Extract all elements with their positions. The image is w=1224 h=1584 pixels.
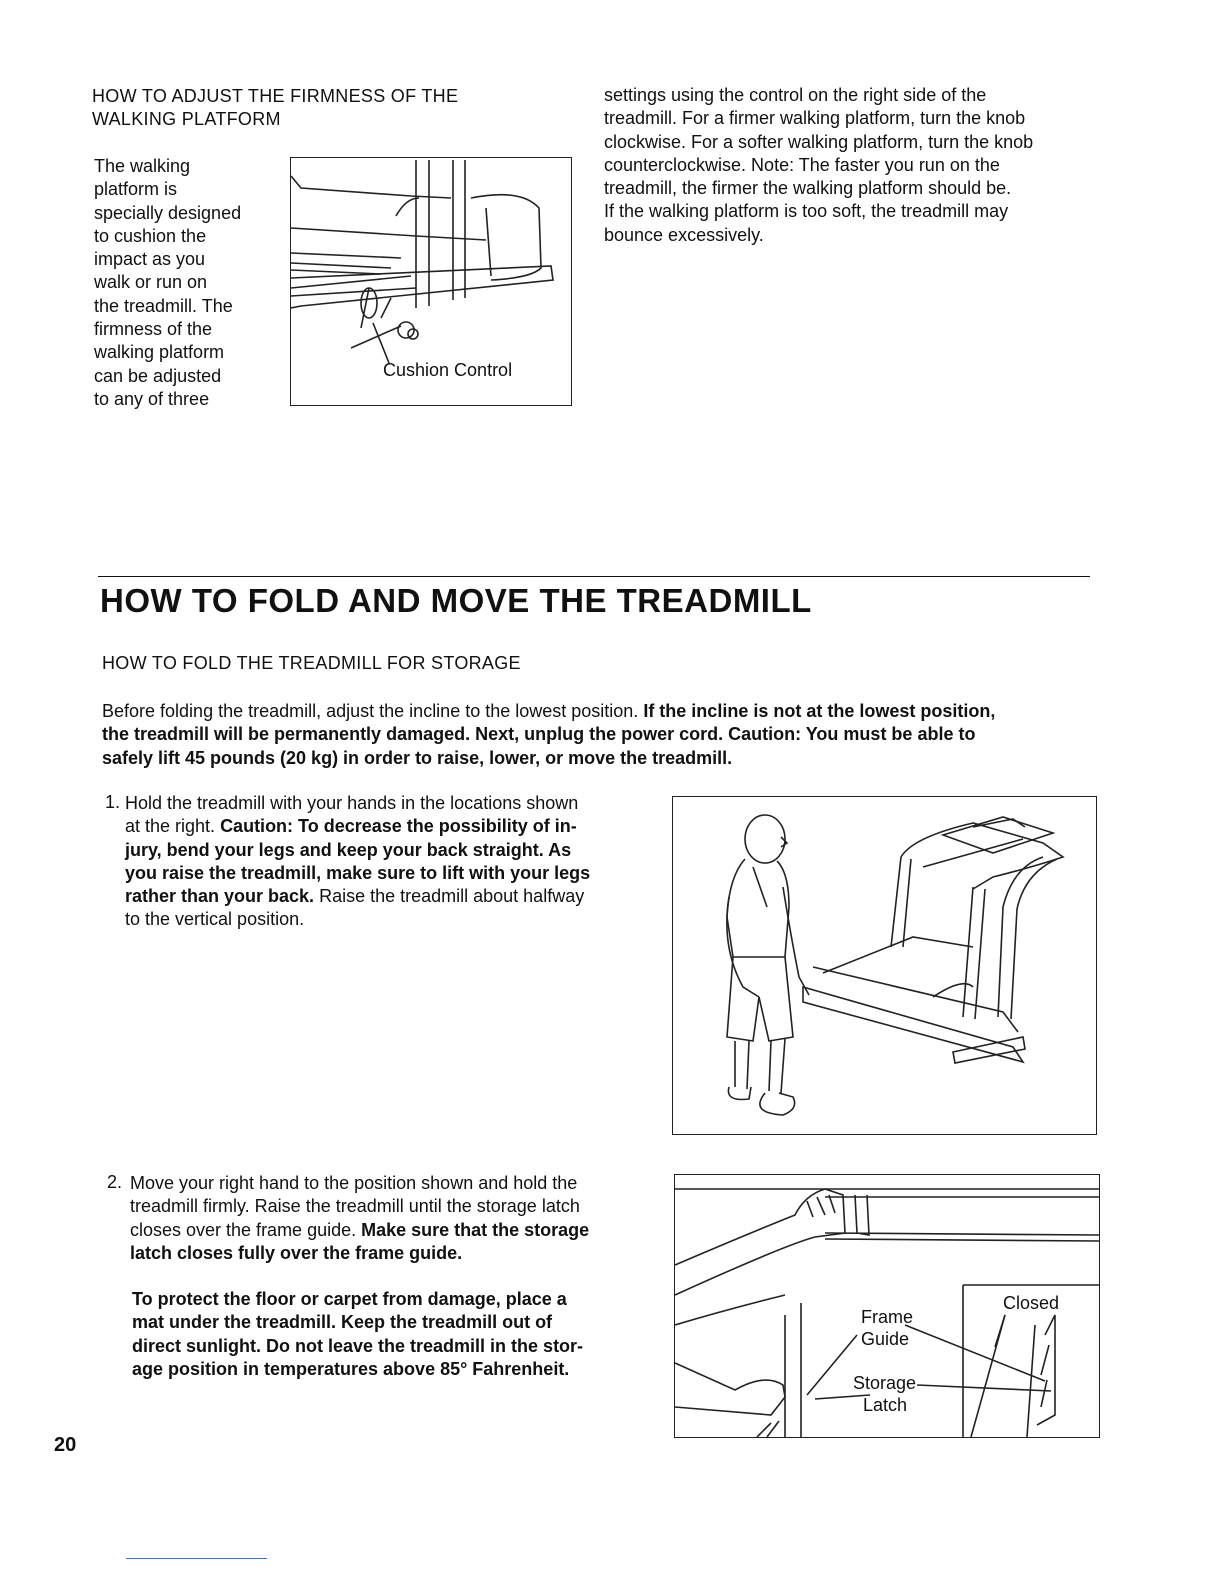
text-line: counterclockwise. Note: The faster you run on the <box>604 154 1000 175</box>
text-line <box>130 1219 650 1242</box>
guide-label: Guide <box>861 1329 910 1349</box>
fold-subheading: HOW TO FOLD THE TREADMILL FOR STORAGE <box>102 653 521 673</box>
closed-label: Closed <box>1003 1293 1060 1313</box>
text-span-bold: Make sure that the storage <box>361 1219 590 1240</box>
intro-line-1-normal: Before folding the treadmill, adjust the incline to the lowest position. <box>102 701 644 721</box>
text-span-bold: rather than your back. <box>125 886 315 907</box>
lifting-figure <box>672 796 1097 1135</box>
text-span: closes over the frame guide. <box>130 1219 362 1240</box>
step-1-number: 1. <box>105 792 121 812</box>
firmness-left-text <box>94 155 241 411</box>
text-line: mat under the treadmill. Keep the treadmill out of <box>132 1312 553 1333</box>
step-1-text <box>125 792 655 932</box>
person-lifting-treadmill-illustration <box>673 797 1096 1134</box>
text-line: to the vertical position. <box>125 909 305 930</box>
intro-line-3: safely lift 45 pounds (20 kg) in order to raise, lower, or move the treadmill. <box>102 747 733 768</box>
intro-line-2: the treadmill will be permanently damaged. Next, unplug the power cord. Caution: You must be able to <box>102 724 976 745</box>
text-line: If the walking platform is too soft, the treadmill may <box>604 201 1009 222</box>
step-2-number: 2. <box>107 1172 123 1192</box>
section-rule <box>98 576 1090 577</box>
cushion-control-figure <box>290 157 572 406</box>
text-line: direct sunlight. Do not leave the treadmill in the stor- <box>132 1335 584 1356</box>
text-line: the treadmill. The <box>94 295 233 316</box>
text-line: treadmill firmly. Raise the treadmill until the storage latch <box>130 1196 580 1217</box>
text-line: latch closes fully over the frame guide. <box>130 1242 463 1263</box>
firmness-right-text <box>604 84 1033 247</box>
firmness-heading-line2: WALKING PLATFORM <box>92 109 281 129</box>
text-line: age position in temperatures above 85° Fahrenheit. <box>132 1358 570 1379</box>
text-line: The walking <box>94 156 191 176</box>
intro-line-1 <box>102 700 1102 723</box>
firmness-heading <box>92 85 458 131</box>
text-line: walking platform <box>94 342 225 363</box>
text-line <box>125 885 655 908</box>
text-line: Move your right hand to the position shown and hold the <box>130 1173 578 1193</box>
text-line <box>125 815 655 838</box>
section-title: HOW TO FOLD AND MOVE THE TREADMILL <box>100 582 812 619</box>
latch-label: Latch <box>863 1395 908 1415</box>
text-line: walk or run on <box>94 272 208 293</box>
text-span: Raise the treadmill about halfway <box>314 886 585 907</box>
text-line: specially designed <box>94 202 242 223</box>
text-line: to any of three <box>94 388 210 409</box>
text-span-bold: Caution: To decrease the possibility of in- <box>220 816 577 837</box>
text-line: clockwise. For a softer walking platform, turn the knob <box>604 131 1034 152</box>
text-line: Hold the treadmill with your hands in the locations shown <box>125 793 579 813</box>
storage-latch-figure <box>674 1174 1100 1438</box>
text-line: treadmill. For a firmer walking platform, turn the knob <box>604 108 1026 129</box>
cushion-control-label: Cushion Control <box>383 360 513 380</box>
step-2-text <box>130 1172 650 1265</box>
footer-line <box>126 1558 267 1559</box>
text-line: bounce excessively. <box>604 224 764 245</box>
text-line: treadmill, the firmer the walking platform should be. <box>604 178 1012 199</box>
text-line: impact as you <box>94 249 206 270</box>
text-span: at the right. <box>125 816 221 837</box>
page-number: 20 <box>54 1434 77 1456</box>
frame-label: Frame <box>861 1307 914 1327</box>
text-line: jury, bend your legs and keep your back straight. As <box>125 839 572 860</box>
text-line: can be adjusted <box>94 365 222 386</box>
text-line: you raise the treadmill, make sure to lift with your legs <box>125 862 591 883</box>
text-line: to cushion the <box>94 225 207 246</box>
storage-label: Storage <box>853 1373 917 1393</box>
intro-line-1-bold: If the incline is not at the lowest position, <box>643 701 996 721</box>
step-2-warning <box>132 1288 652 1381</box>
text-line: settings using the control on the right side of the <box>604 85 987 105</box>
text-line: To protect the floor or carpet from damage, place a <box>132 1289 567 1309</box>
fold-intro <box>102 700 1102 770</box>
firmness-heading-line1: HOW TO ADJUST THE FIRMNESS OF THE <box>92 86 459 106</box>
text-line: firmness of the <box>94 319 213 340</box>
text-line: platform is <box>94 179 178 200</box>
